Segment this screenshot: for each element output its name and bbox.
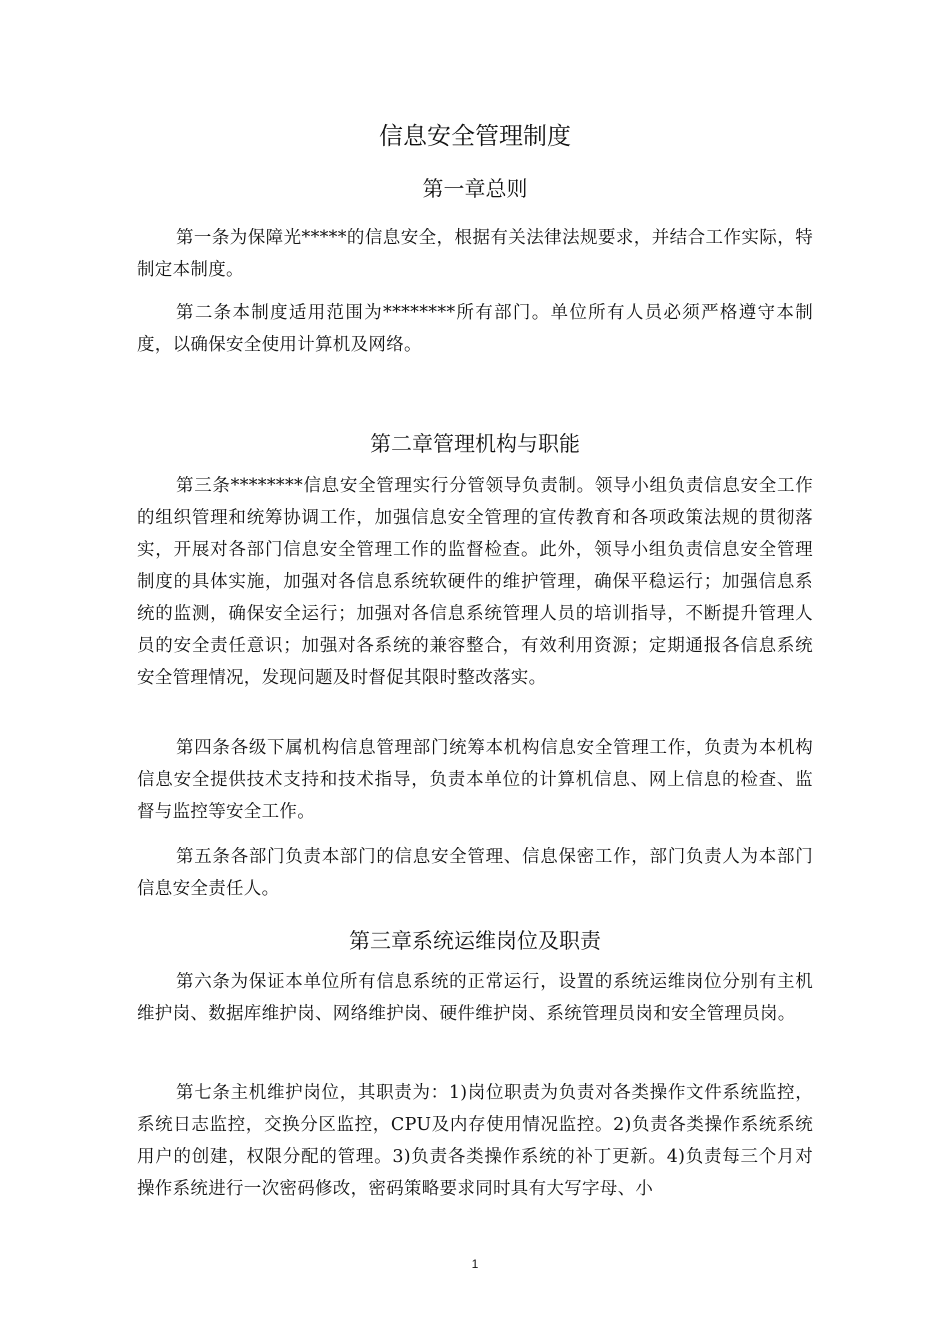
paragraph: 第四条各级下属机构信息管理部门统筹本机构信息安全管理工作，负责为本机构信息安全提供技术支持和技术指导，负责本单位的计算机信息、网上信息的检查、监督与监控等安全工作。: [137, 738, 813, 822]
document-title: 信息安全管理制度: [379, 122, 571, 150]
chapter-heading: 第一章总则: [422, 177, 528, 201]
page-number: 1: [471, 1257, 479, 1271]
paragraph: 第二条本制度适用范围为********所有部门。单位所有人员必须严格遵守本制度，以确保安全使用计算机及网络。: [137, 303, 813, 355]
paragraph: 第六条为保证本单位所有信息系统的正常运行，设置的系统运维岗位分别有主机维护岗、数据库维护岗、网络维护岗、硬件维护岗、系统管理员岗和安全管理员岗。: [137, 972, 813, 1024]
paragraph: 第三条********信息安全管理实行分管领导负责制。领导小组负责信息安全工作的组织管理和统筹协调工作，加强信息安全管理的宣传教育和各项政策法规的贯彻落实，开展对各部门信息安全管理工作的监督检查。此外，领导小组负责信息安全管理制度的具体实施，加强对各信息系统软硬件的维护管理，确保平稳运行；加强信息系统的监测，确保安全运行；加强对各信息系统管理人员的培训指导，不断提升管理人员的安全责任意识；加强对各系统的兼容整合，有效利用资源；定期通报各信息系统安全管理情况，发现问题及时督促其限时整改落实。: [137, 476, 813, 688]
chapter-heading: 第二章管理机构与职能: [370, 432, 580, 456]
paragraph: 第一条为保障光*****的信息安全，根据有关法律法规要求，并结合工作实际，特制定本制度。: [137, 228, 813, 280]
paragraph: 第七条主机维护岗位，其职责为：1)岗位职责为负责对各类操作文件系统监控，系统日志监控，交换分区监控，CPU及内存使用情况监控。2)负责各类操作系统系统用户的创建，权限分配的管理。3)负责各类操作系统的补丁更新。4)负责每三个月对操作系统进行一次密码修改，密码策略要求同时具有大写字母、小: [137, 1083, 813, 1199]
chapter-heading: 第三章系统运维岗位及职责: [349, 929, 601, 953]
paragraph: 第五条各部门负责本部门的信息安全管理、信息保密工作，部门负责人为本部门信息安全责任人。: [137, 847, 813, 899]
